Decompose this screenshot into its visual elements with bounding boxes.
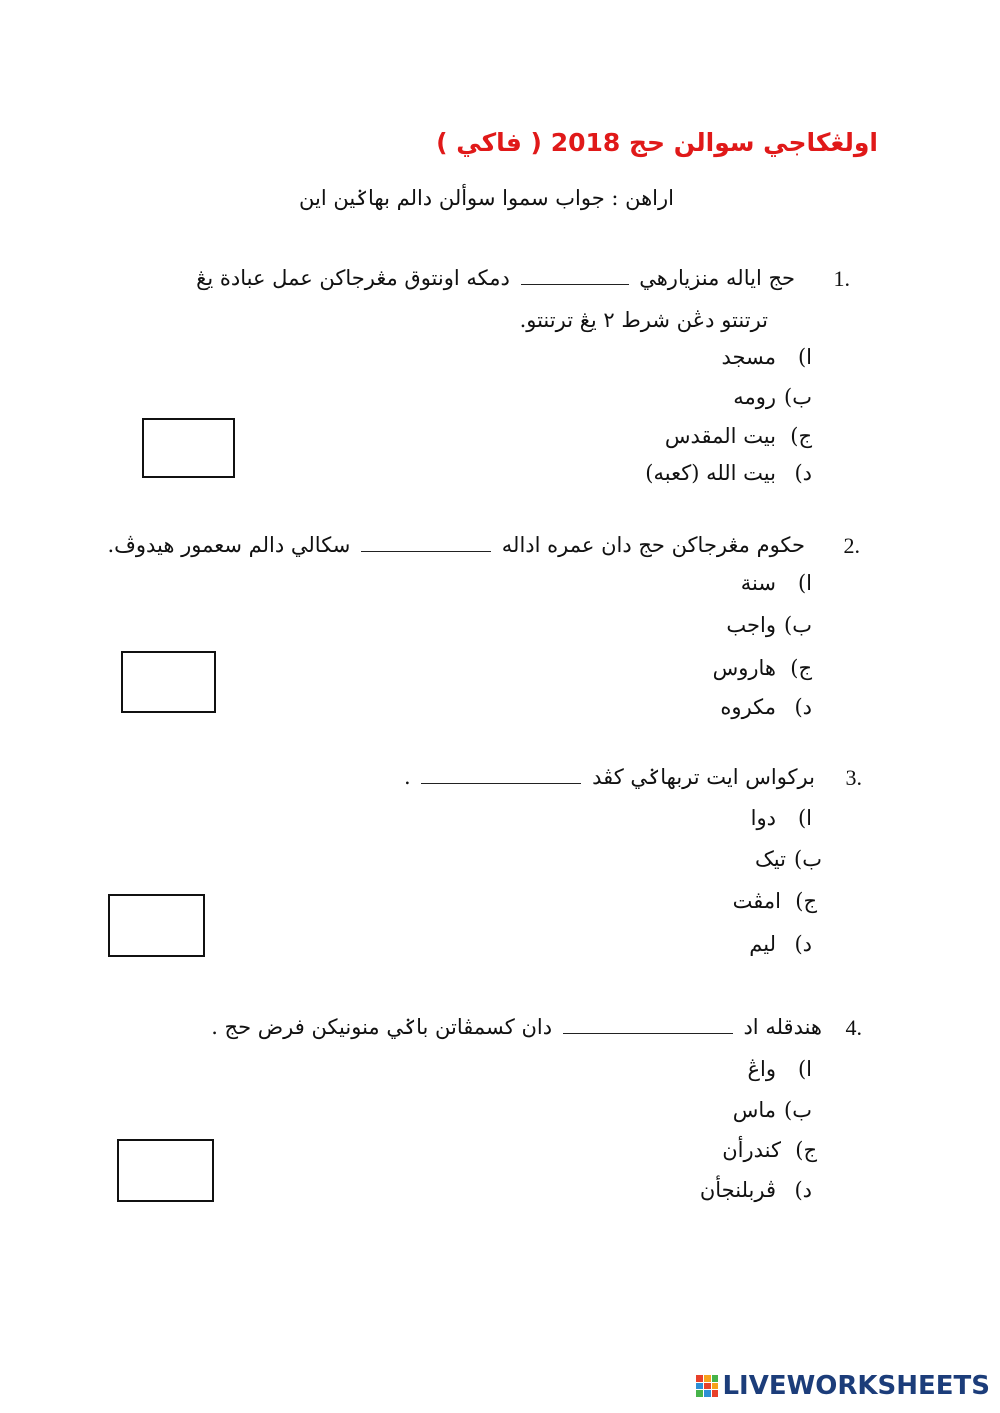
option-text: مسجد [721,345,776,369]
question-text [196,266,795,290]
question-text [211,1015,822,1039]
option-c [722,1138,817,1162]
question-number: 2. [843,533,860,558]
option-text: بيت الله (كعبه) [645,461,776,485]
option-a [751,806,812,830]
option-text: رومه [733,385,776,409]
instruction-text: اراهن : جواب سموا سوألن دالم بهاݢين اين [299,186,674,210]
option-c [713,656,812,680]
option-text: ڤربلنجأن [699,1178,776,1202]
answer-box-4[interactable] [117,1139,214,1202]
option-letter: د) [794,695,812,719]
option-text: واڠ [747,1057,776,1081]
option-text: كندرأن [722,1138,781,1162]
option-letter: ج) [795,1138,817,1162]
question-text [404,765,815,789]
question-text-part-b: دمكه اونتوق مڠرجاكن عمل عبادة يڠ [196,266,510,290]
option-d [700,1178,812,1202]
blank-line [361,550,491,552]
option-text: تيک [755,847,786,871]
option-d [720,695,812,719]
option-letter: ج) [790,424,812,448]
answer-box-3[interactable] [108,894,205,957]
question-text-part-a: حكوم مڠرجاكن حج دان عمره اداله [501,533,805,557]
option-letter: ب) [784,613,812,637]
option-a [721,345,812,369]
option-letter: ب) [794,847,822,871]
logo-text: LIVEWORKSHEETS [722,1371,990,1401]
blank-line [521,283,629,285]
question-text-part-a: حج اياله منزيارهي [639,266,795,290]
option-b [726,613,812,637]
worksheet-title: اولڠكاجي سوالن حج 2018 ( فاكي ) [436,128,878,157]
question-text-part-b: سكالي دالم سعمور هيدوڤ. [107,533,351,557]
question-text-part-a: هندقله اد [743,1015,822,1039]
liveworksheets-grid-icon [696,1375,718,1397]
option-a [741,571,812,595]
blank-line [421,782,581,784]
option-letter: ا) [797,345,812,369]
option-text: سنة [740,571,776,595]
option-letter: ب) [784,385,812,409]
option-b [755,847,822,871]
question-number: 1. [833,266,850,291]
option-letter: ج) [790,656,812,680]
option-c [665,424,812,448]
question-number: 4. [845,1015,862,1040]
answer-box-1[interactable] [142,418,235,478]
option-text: بيت المقدس [664,424,776,448]
option-text: ماس [732,1098,776,1122]
option-d [749,932,812,956]
option-letter: ب) [784,1098,812,1122]
question-text [107,533,805,557]
option-c [733,889,817,913]
liveworksheets-logo[interactable] [696,1371,990,1401]
option-b [733,1098,812,1122]
option-text: ليم [749,932,776,956]
option-letter: ج) [795,889,817,913]
option-text: هاروس [712,656,776,680]
option-a [747,1057,812,1081]
option-letter: ا) [797,806,812,830]
option-letter: ا) [797,1057,812,1081]
blank-line [563,1032,733,1034]
option-text: دوا [750,806,776,830]
option-letter: د) [794,461,812,485]
question-text-line-2: ترتنتو دڠن شرط ٢ يڠ ترتنتو. [519,308,768,332]
option-b [733,385,812,409]
question-text-part-b: دان كسمڤاتن باݢي منونيكن فرض حج . [211,1015,553,1039]
option-letter: د) [794,1178,812,1202]
option-text: واجب [726,613,776,637]
option-d [645,461,812,485]
answer-box-2[interactable] [121,651,216,713]
question-number: 3. [845,765,862,790]
option-text: مكروه [720,695,776,719]
option-text: امڤت [732,889,781,913]
option-letter: ا) [797,571,812,595]
question-text-part-b: . [404,765,411,789]
question-text-part-a: برکواس ايت تربهاݢي كڤد [592,765,815,789]
option-letter: د) [794,932,812,956]
